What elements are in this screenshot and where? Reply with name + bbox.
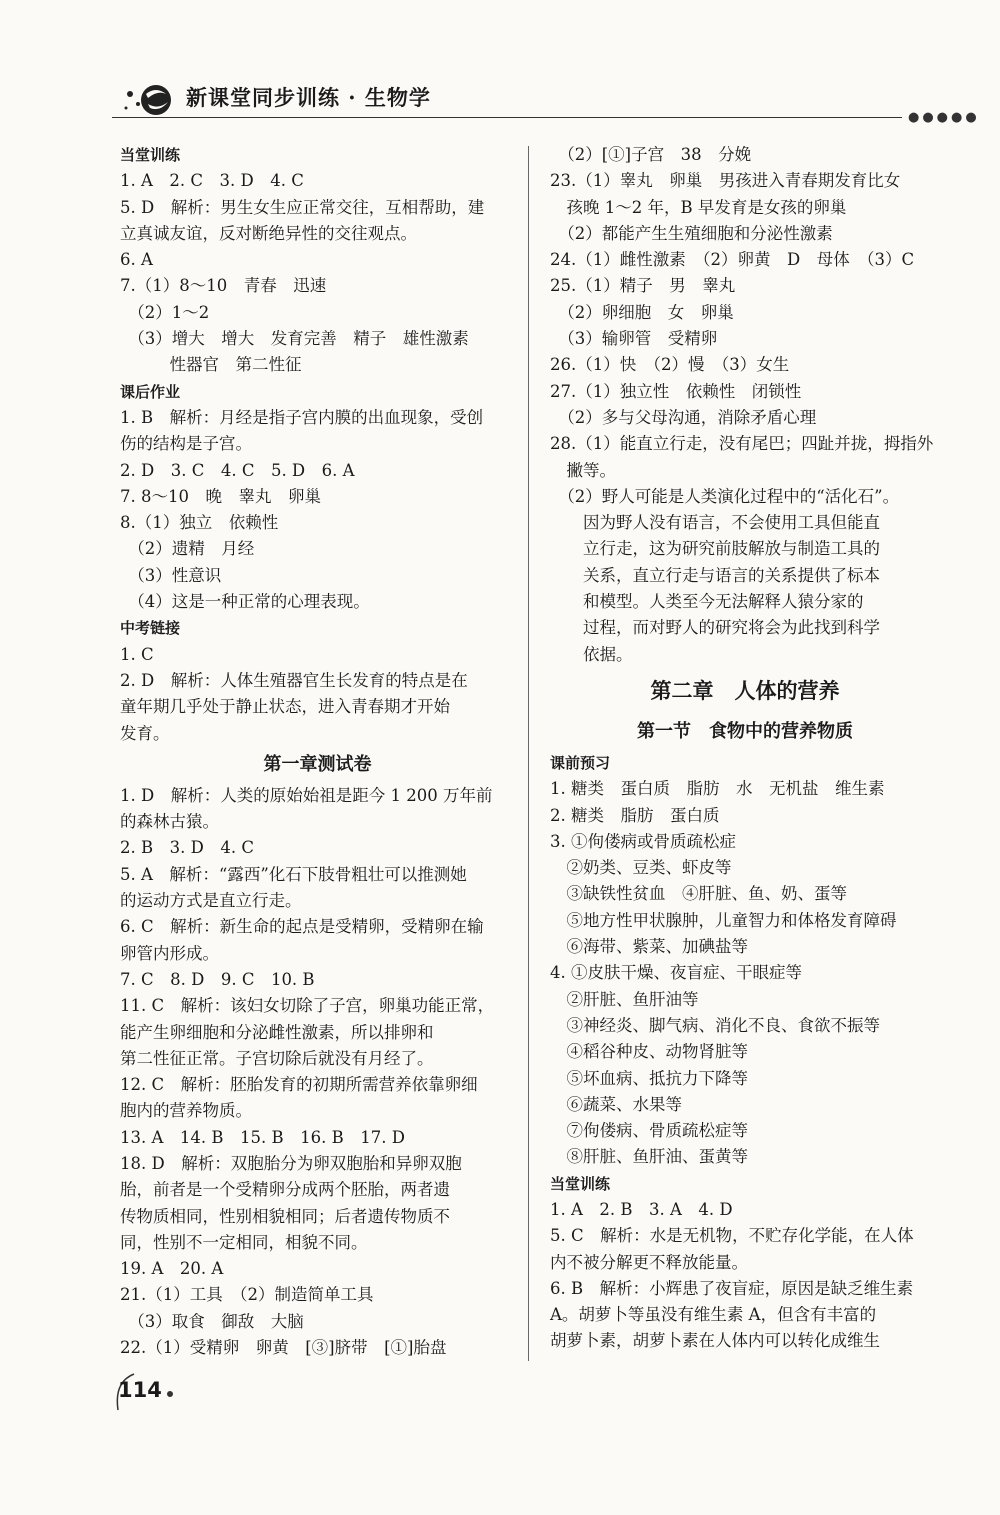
- answer-line: （2）[①]子宫 38 分娩: [550, 145, 752, 164]
- answer-line: 28.（1）能直立行走，没有尾巴；四趾并拢，拇指外: [550, 434, 934, 454]
- answer-line: 2. D 3. C 4. C 5. D 6. A: [120, 460, 355, 480]
- answer-line: 7.（1）8～10 青春 迅速: [120, 276, 327, 296]
- answer-line: （3）增大 增大 发育完善 精子 雄性激素: [120, 329, 469, 349]
- answer-line: 胡萝卜素，胡萝卜素在人体内可以转化成维生: [550, 1331, 880, 1351]
- answer-line: （2）野人可能是人类演化过程中的“活化石”。: [550, 486, 900, 506]
- test-title: 第一章测试卷: [263, 753, 372, 775]
- answer-line: 8.（1）独立 依赖性: [120, 513, 279, 533]
- answer-line: 童年期几乎处于静止状态，进入青春期才开始: [120, 697, 450, 717]
- answer-line: （2）都能产生生殖细胞和分泌性激素: [550, 223, 833, 243]
- answer-line: ②奶类、豆类、虾皮等: [550, 858, 732, 878]
- answer-line: 23.（1）睾丸 卵巢 男孩进入青春期发育比女: [550, 171, 901, 191]
- answer-line: ⑥海带、紫菜、加碘盐等: [550, 937, 748, 957]
- answer-line: 3. ①佝偻病或骨质疏松症: [550, 831, 736, 851]
- answer-line: ③神经炎、脚气病、消化不良、食欲不振等: [550, 1015, 880, 1035]
- answer-line: 1. B 解析：月经是指子宫内膜的出血现象，受创: [120, 407, 484, 427]
- answer-line: 同，性别不一定相同，相貌不同。: [120, 1232, 368, 1252]
- answer-line: ②肝脏、鱼肝油等: [550, 989, 699, 1009]
- answer-line: 能产生卵细胞和分泌雌性激素，所以排卵和: [120, 1022, 434, 1042]
- answer-line: ⑦佝偻病、骨质疏松症等: [550, 1121, 748, 1141]
- answer-line: 立真诚友谊，反对断绝异性的交往观点。: [120, 223, 417, 243]
- answer-line: 2. B 3. D 4. C: [120, 838, 254, 858]
- page-number: [118, 1378, 162, 1402]
- answer-line: 27.（1）独立性 依赖性 闭锁性: [550, 381, 802, 401]
- answer-line: （2）多与父母沟通，消除矛盾心理: [550, 407, 817, 427]
- answer-line: 2. 糖类 脂肪 蛋白质: [550, 805, 720, 825]
- answer-line: ⑧肝脏、鱼肝油、蛋黄等: [550, 1147, 748, 1167]
- answer-line: 7. 8～10 晚 睾丸 卵巢: [120, 486, 321, 506]
- answer-line: 立行走，这为研究前肢解放与制造工具的: [550, 539, 880, 559]
- running-header: [112, 78, 980, 128]
- answer-line: 过程，而对野人的研究将会为此找到科学: [550, 618, 880, 638]
- answer-line: 6. C 解析：新生命的起点是受精卵，受精卵在输: [120, 917, 484, 937]
- answer-line: 5. A 解析：“露西”化石下肢骨粗壮可以推测她: [120, 864, 467, 884]
- book-logo-icon: [118, 80, 178, 120]
- answer-line: 5. C 解析：水是无机物，不贮存化学能，在人体: [550, 1226, 914, 1246]
- header-rule: [112, 117, 902, 118]
- right-column: [550, 142, 940, 1355]
- left-column: [120, 142, 515, 1361]
- answer-line: 4. ①皮肤干燥、夜盲症、干眼症等: [550, 963, 802, 983]
- answer-line: 2. D 解析：人体生殖器官生长发育的特点是在: [120, 670, 468, 690]
- answer-line: 孩晚 1～2 年，B 早发育是女孩的卵巢: [550, 197, 847, 217]
- answer-line: 1. 糖类 蛋白质 脂肪 水 无机盐 维生素: [550, 779, 885, 799]
- answer-line: 6. A: [120, 250, 153, 270]
- answer-line: 1. C: [120, 644, 154, 664]
- answer-line: 撇等。: [550, 460, 616, 480]
- answer-line: 因为野人没有语言，不会使用工具但能直: [550, 513, 880, 533]
- answer-line: 5. D 解析：男生女生应正常交往，互相帮助，建: [120, 197, 485, 217]
- answer-line: ③缺铁性贫血 ④肝脏、鱼、奶、蛋等: [550, 884, 847, 904]
- answer-line: （2）遗精 月经: [120, 539, 255, 559]
- answer-line: 21.（1）工具 （2）制造简单工具: [120, 1285, 374, 1305]
- answer-line: 13. A 14. B 15. B 16. B 17. D: [120, 1127, 405, 1147]
- section-subheading: 当堂训练: [120, 146, 181, 164]
- answer-line: 的森林古猿。: [120, 812, 219, 832]
- answer-line: （2）1～2: [120, 302, 210, 322]
- answer-line: 性器官 第二性征: [120, 355, 302, 375]
- section-subheading: 当堂训练: [550, 1174, 611, 1193]
- answer-line: （2）卵细胞 女 卵巢: [550, 302, 734, 322]
- answer-line: 26.（1）快 （2）慢 （3）女生: [550, 355, 790, 375]
- chapter-title: 第二章 人体的营养: [650, 678, 840, 703]
- answer-line: 依据。: [550, 644, 633, 664]
- section-subheading: 课前预习: [550, 753, 611, 772]
- answer-line: 25.（1）精子 男 睾丸: [550, 276, 736, 296]
- section-subheading: 课后作业: [120, 382, 181, 401]
- answer-line: （3）输卵管 受精卵: [550, 329, 718, 349]
- answer-line: 22.（1）受精卵 卵黄 [③]脐带 [①]胎盘: [120, 1338, 447, 1358]
- answer-line: ④稻谷种皮、动物肾脏等: [550, 1042, 748, 1062]
- answer-line: ⑥蔬菜、水果等: [550, 1094, 682, 1114]
- answer-line: 传物质相同，性别相貌相同；后者遗传物质不: [120, 1206, 450, 1226]
- answer-line: 1. A 2. B 3. A 4. D: [550, 1199, 733, 1219]
- section-subheading: 中考链接: [120, 619, 181, 638]
- book-title: 新课堂同步训练 · 生物学: [186, 85, 431, 110]
- page-number-text: 114: [118, 1378, 162, 1402]
- answer-line: 第二性征正常。子宫切除后就没有月经了。: [120, 1048, 434, 1068]
- answer-line: ⑤坏血病、抵抗力下降等: [550, 1068, 748, 1088]
- answer-line: 18. D 解析：双胞胎分为卵双胞胎和异卵双胞: [120, 1153, 462, 1173]
- answer-line: 24.（1）雌性激素 （2）卵黄 D 母体 （3）C: [550, 250, 915, 270]
- answer-line: 的运动方式是直立行走。: [120, 891, 302, 911]
- answer-line: 7. C 8. D 9. C 10. B: [120, 969, 315, 989]
- answer-line: A。胡萝卜等虽没有维生素 A，但含有丰富的: [550, 1305, 877, 1325]
- answer-line: 1. A 2. C 3. D 4. C: [120, 171, 304, 191]
- answer-line: 卵管内形成。: [120, 943, 219, 963]
- answer-line: 发育。: [120, 723, 170, 743]
- column-divider: [528, 146, 529, 1361]
- answer-line: （3）取食 御敌 大脑: [120, 1311, 304, 1331]
- answer-line: 12. C 解析：胚胎发育的初期所需营养依靠卵细: [120, 1075, 478, 1095]
- section-title: 第一节 食物中的营养物质: [637, 720, 853, 742]
- answer-line: （4）这是一种正常的心理表现。: [120, 592, 370, 612]
- answer-line: 19. A 20. A: [120, 1259, 224, 1279]
- answer-line: 关系，直立行走与语言的关系提供了标本: [550, 565, 880, 585]
- answer-line: 1. D 解析：人类的原始始祖是距今 1 200 万年前: [120, 785, 493, 805]
- header-dots: ●●●●●: [908, 110, 980, 125]
- answer-line: ⑤地方性甲状腺肿，儿童智力和体格发育障碍: [550, 910, 897, 930]
- answer-line: 胞内的营养物质。: [120, 1101, 252, 1121]
- answer-line: 和模型。人类至今无法解释人猿分家的: [550, 592, 864, 612]
- answer-line: （3）性意识: [120, 565, 222, 585]
- answer-line: 6. B 解析：小辉患了夜盲症，原因是缺乏维生素: [550, 1278, 914, 1298]
- answer-line: 胎，前者是一个受精卵分成两个胚胎，两者遗: [120, 1180, 450, 1200]
- answer-line: 11. C 解析：该妇女切除了子宫，卵巢功能正常，: [120, 996, 495, 1016]
- answer-line: 内不被分解更不释放能量。: [550, 1252, 748, 1272]
- answer-line: 伤的结构是子宫。: [120, 434, 252, 454]
